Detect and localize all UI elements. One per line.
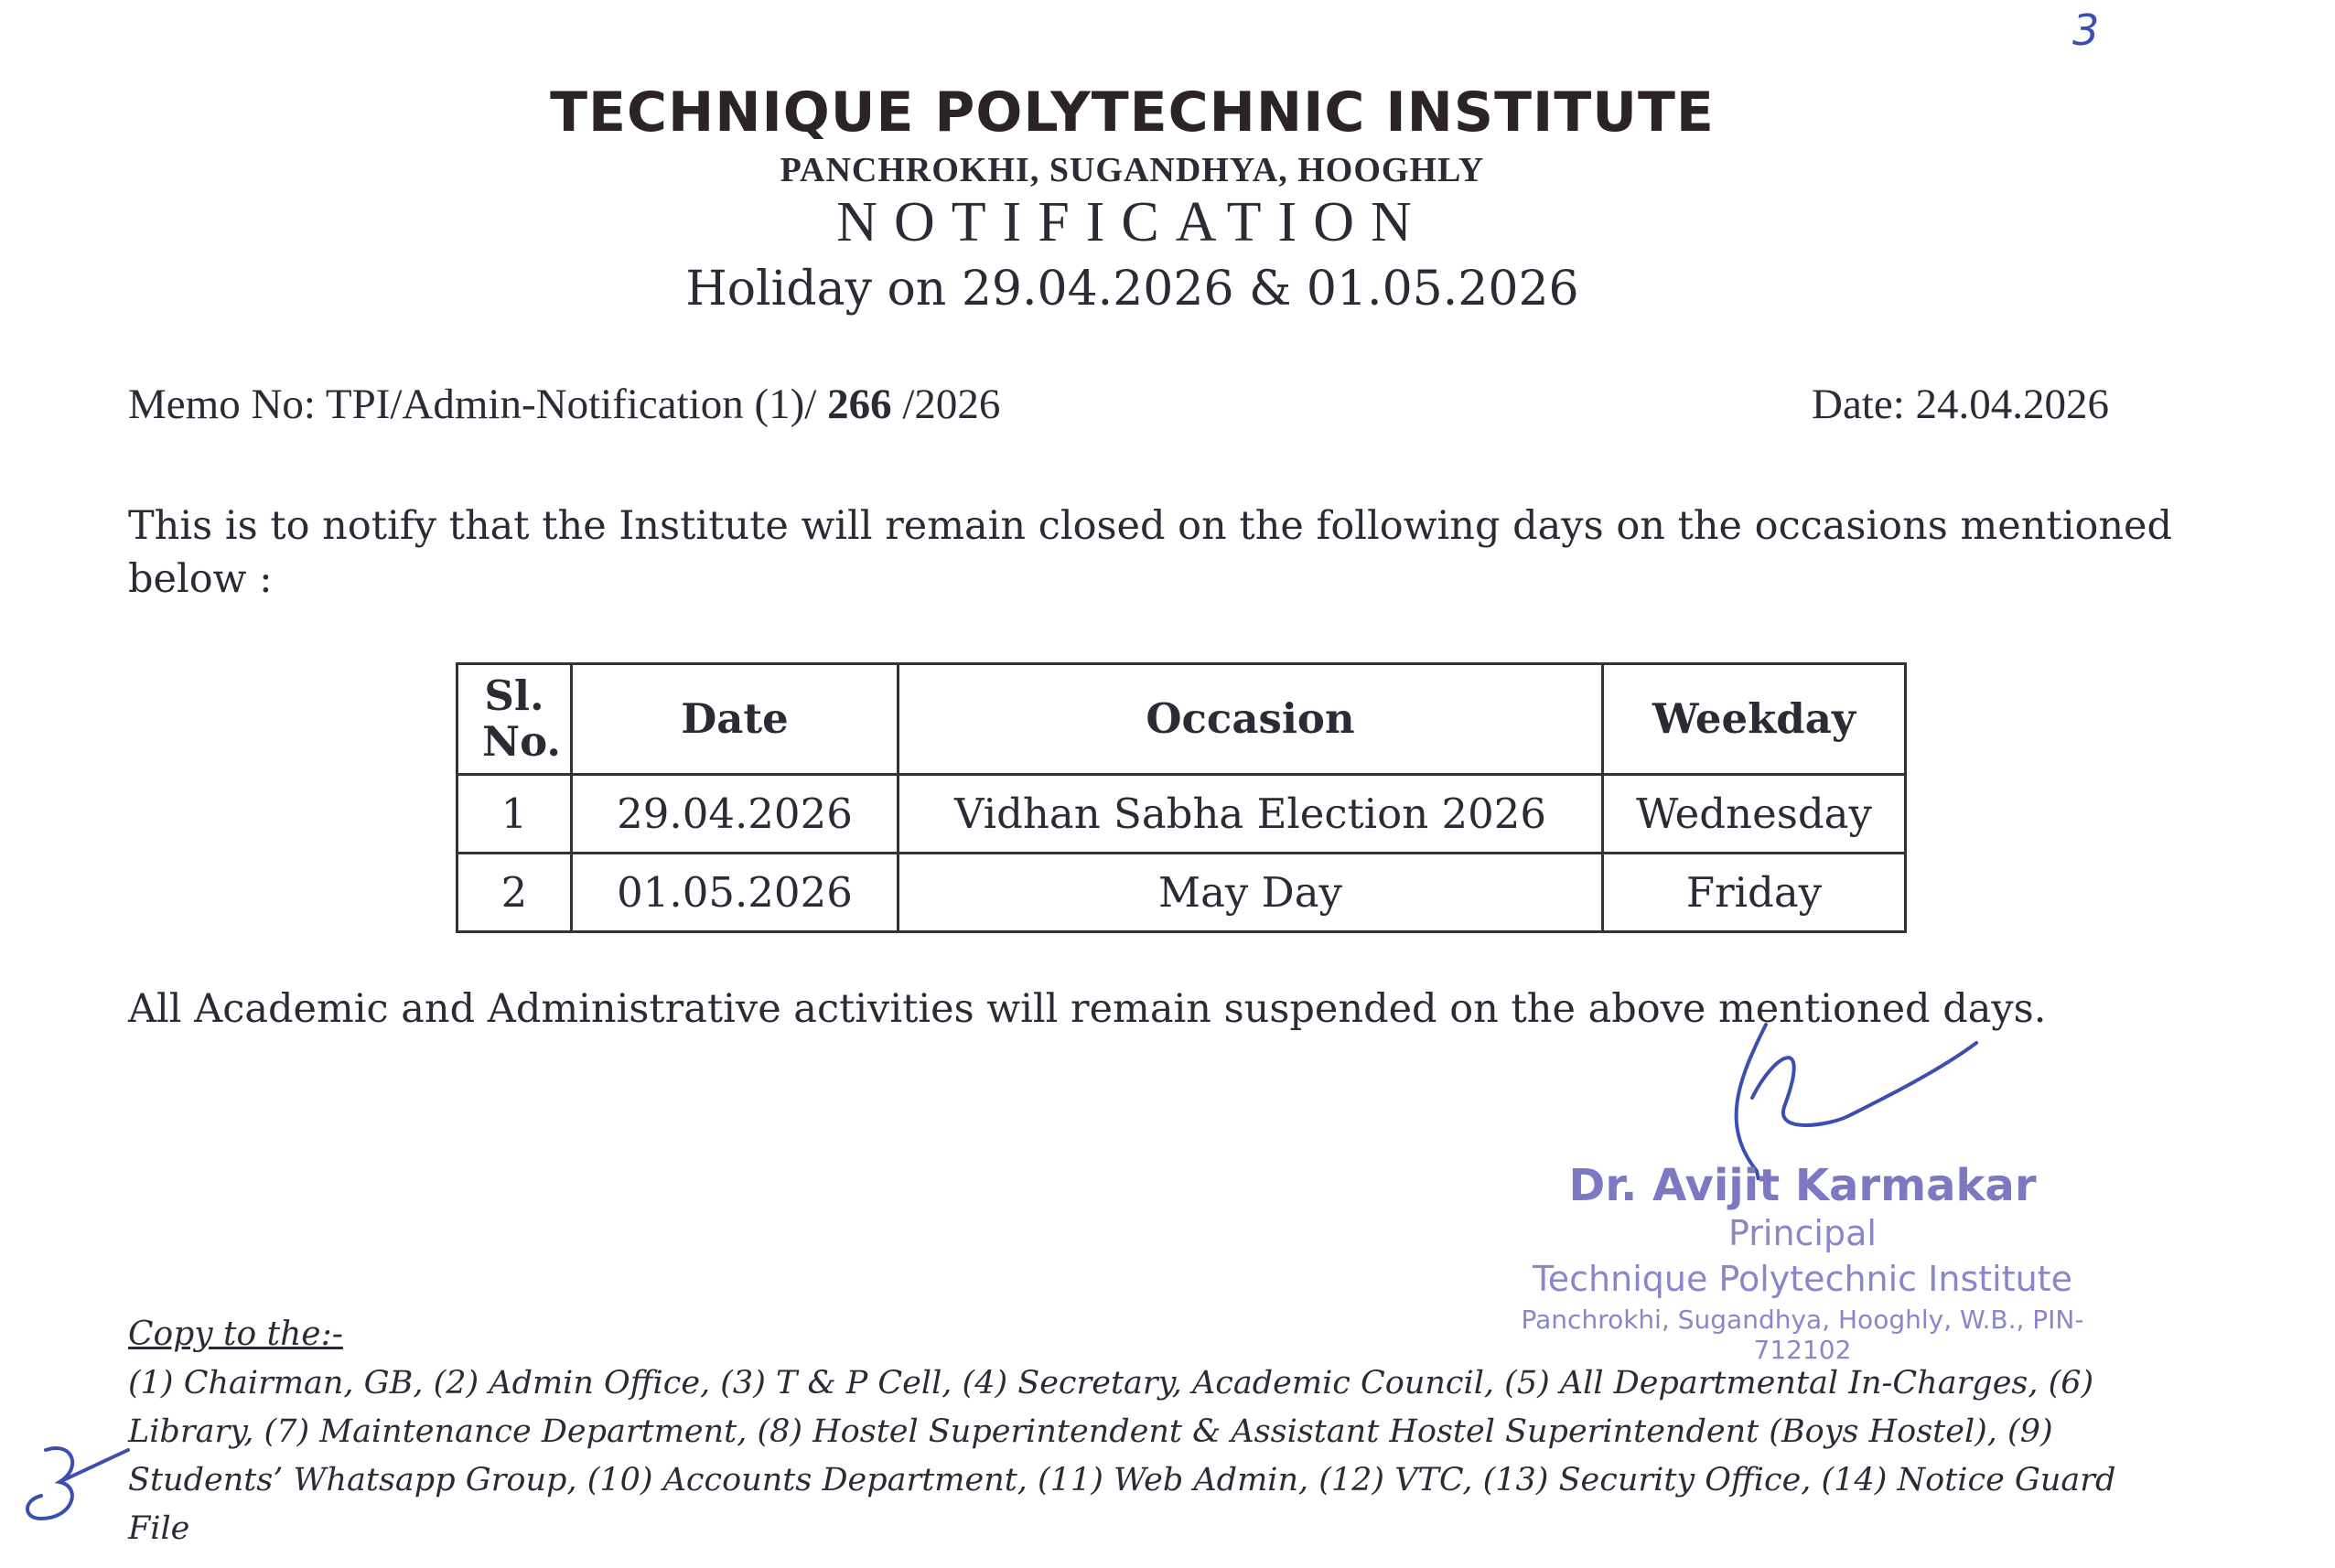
table-header-row <box>457 664 1906 775</box>
stamp-role: Principal <box>1728 1213 1877 1253</box>
memo-prefix: Memo No: TPI/Admin-Notification (1)/ <box>128 381 828 428</box>
initial-mark-icon <box>18 1432 137 1532</box>
intro-paragraph: This is to notify that the Institute will remain closed on the following days on the occasions mentioned below : <box>128 503 2173 602</box>
holiday-table <box>456 662 1907 933</box>
header-sl-no: Sl. No. <box>457 664 572 775</box>
institute-name: TECHNIQUE POLYTECHNIC INSTITUTE <box>550 81 1715 145</box>
cell-sl-no: 1 <box>457 775 572 854</box>
header-weekday: Weekday <box>1603 664 1906 775</box>
stamp-institute: Technique Polytechnic Institute <box>1533 1259 2072 1299</box>
closing-paragraph: All Academic and Administrative activities will remain suspended on the above mentioned days. <box>128 986 2047 1032</box>
header-occasion: Occasion <box>898 664 1603 775</box>
cell-weekday: Wednesday <box>1603 775 1906 854</box>
cell-occasion: May Day <box>898 854 1603 932</box>
memo-number <box>128 380 1000 429</box>
copy-to-heading: Copy to the:- <box>128 1316 343 1353</box>
cell-weekday: Friday <box>1603 854 1906 932</box>
cell-sl-no: 2 <box>457 854 572 932</box>
cell-date: 29.04.2026 <box>572 775 898 854</box>
signature-icon <box>1702 1015 1995 1180</box>
header-date: Date <box>572 664 898 775</box>
stamp-address: Panchrokhi, Sugandhya, Hooghly, W.B., PIN-712102 <box>1521 1305 2084 1365</box>
principal-stamp <box>1519 1160 2086 1365</box>
copy-to-list: (1) Chairman, GB, (2) Admin Office, (3) T & P Cell, (4) Secretary, Academic Council, (5) All Departmental In-Charges, (6) Library, (7) Maintenance Department, (8) Hostel Superintendent & Assistant Hostel Superintendent (Boys Hostel), (9) Students’ Whatsapp Group, (10) Accounts Department, (11) Web Admin, (12) VTC, (13) Security Office, (14) Notice Guard File <box>128 1365 2116 1547</box>
stamp-name: Dr. Avijit Karmakar <box>1568 1160 2037 1211</box>
institute-address: PANCHROKHI, SUGANDHYA, HOOGHLY <box>780 151 1485 189</box>
cell-occasion: Vidhan Sabha Election 2026 <box>898 775 1603 854</box>
memo-date: Date: 24.04.2026 <box>1812 381 2110 428</box>
memo-suffix: /2026 <box>891 381 1001 428</box>
notification-title: NOTIFICATION <box>836 191 1428 253</box>
notification-subtitle: Holiday on 29.04.2026 & 01.05.2026 <box>685 262 1579 317</box>
page-number-mark: 3 <box>2072 5 2100 55</box>
memo-serial: 266 <box>827 381 892 428</box>
table-row <box>457 854 1906 932</box>
table-row <box>457 775 1906 854</box>
cell-date: 01.05.2026 <box>572 854 898 932</box>
